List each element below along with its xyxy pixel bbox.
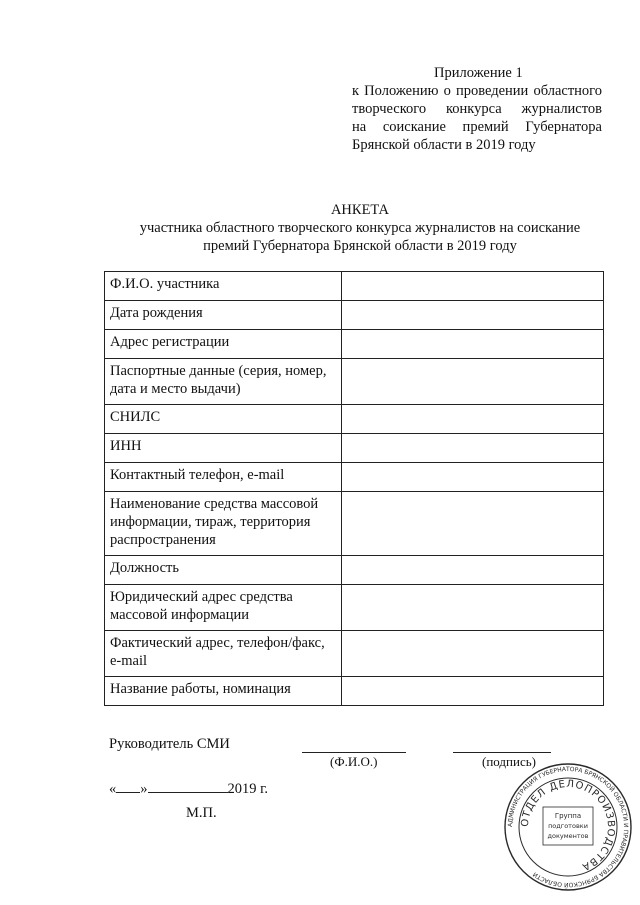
row-value-birth-date[interactable] bbox=[342, 301, 604, 330]
row-value-actual-address[interactable] bbox=[342, 631, 604, 677]
appendix-line-3: на соискание премий Губернатора bbox=[352, 119, 602, 135]
stamp-center-line-3: документов bbox=[547, 832, 589, 840]
row-label-actual-address: Фактический адрес, телефон/факс, e-mail bbox=[105, 631, 342, 677]
form-heading: АНКЕТА bbox=[330, 202, 390, 218]
table-row bbox=[105, 556, 604, 585]
table-row bbox=[105, 301, 604, 330]
appendix-title: Приложение 1 bbox=[434, 65, 523, 81]
appendix-line-2: творческого конкурса журналистов bbox=[352, 101, 602, 117]
stamp-ring-text: АДМИНИСТРАЦИЯ ГУБЕРНАТОРА БРЯНСКОЙ ОБЛАСТИ И ПРАВИТЕЛЬСТВА БРЯНСКОЙ ОБЛАСТИ bbox=[506, 765, 630, 889]
date-month-blank[interactable] bbox=[148, 779, 228, 793]
sign-signature-line[interactable] bbox=[453, 752, 551, 753]
row-value-registration-address[interactable] bbox=[342, 330, 604, 359]
row-value-work-title[interactable] bbox=[342, 677, 604, 706]
date-day-blank[interactable] bbox=[116, 779, 140, 793]
row-label-media-name: Наименование средства массовой информации, тираж, территория распространения bbox=[105, 492, 342, 556]
table-row bbox=[105, 359, 604, 405]
row-label-inn: ИНН bbox=[105, 434, 342, 463]
row-value-legal-address[interactable] bbox=[342, 585, 604, 631]
table-row bbox=[105, 434, 604, 463]
table-row bbox=[105, 405, 604, 434]
form-title-block bbox=[100, 201, 620, 255]
stamp-center-line-2: подготовки bbox=[548, 822, 588, 830]
date-open-quote: « bbox=[109, 781, 117, 797]
row-value-passport[interactable] bbox=[342, 359, 604, 405]
row-label-work-title: Название работы, номинация bbox=[105, 677, 342, 706]
questionnaire-table bbox=[104, 271, 604, 706]
row-label-registration-address: Адрес регистрации bbox=[105, 330, 342, 359]
table-row bbox=[105, 272, 604, 301]
appendix-header bbox=[352, 64, 602, 154]
form-subtitle-line-2: премий Губернатора Брянской области в 2019 году bbox=[203, 238, 517, 254]
row-value-full-name[interactable] bbox=[342, 272, 604, 301]
table-row bbox=[105, 585, 604, 631]
stamp-center-line-1: Группа bbox=[554, 812, 582, 820]
date-close-quote: » bbox=[140, 781, 148, 797]
table-row bbox=[105, 463, 604, 492]
row-label-legal-address: Юридический адрес средства массовой информации bbox=[105, 585, 342, 631]
table-row bbox=[105, 492, 604, 556]
table-row bbox=[105, 677, 604, 706]
date-year: 2019 г. bbox=[227, 781, 269, 797]
seal-place-label: М.П. bbox=[186, 805, 217, 821]
row-label-birth-date: Дата рождения bbox=[105, 301, 342, 330]
form-subtitle-line-1: участника областного творческого конкурса журналистов на соискание bbox=[139, 220, 581, 236]
stamp-dept-text: ОТДЕЛ ДЕЛОПРОИЗВОДСТВА bbox=[519, 778, 617, 873]
row-value-media-name[interactable] bbox=[342, 492, 604, 556]
row-label-full-name: Ф.И.О. участника bbox=[105, 272, 342, 301]
row-label-passport: Паспортные данные (серия, номер, дата и место выдачи) bbox=[105, 359, 342, 405]
appendix-line-4: Брянской области в 2019 году bbox=[352, 137, 536, 153]
row-label-contact: Контактный телефон, e-mail bbox=[105, 463, 342, 492]
department-stamp bbox=[503, 762, 633, 892]
table-row bbox=[105, 631, 604, 677]
row-label-snils: СНИЛС bbox=[105, 405, 342, 434]
row-label-position: Должность bbox=[105, 556, 342, 585]
appendix-line-1: к Положению о проведении областного bbox=[352, 83, 602, 99]
row-value-contact[interactable] bbox=[342, 463, 604, 492]
row-value-snils[interactable] bbox=[342, 405, 604, 434]
row-value-inn[interactable] bbox=[342, 434, 604, 463]
fio-caption: (Ф.И.О.) bbox=[330, 754, 378, 769]
sign-caption: (подпись) bbox=[482, 754, 536, 769]
head-of-media-label: Руководитель СМИ bbox=[109, 736, 230, 752]
table-row bbox=[105, 330, 604, 359]
date-line bbox=[109, 779, 268, 798]
row-value-position[interactable] bbox=[342, 556, 604, 585]
fio-signature-line[interactable] bbox=[302, 752, 406, 753]
